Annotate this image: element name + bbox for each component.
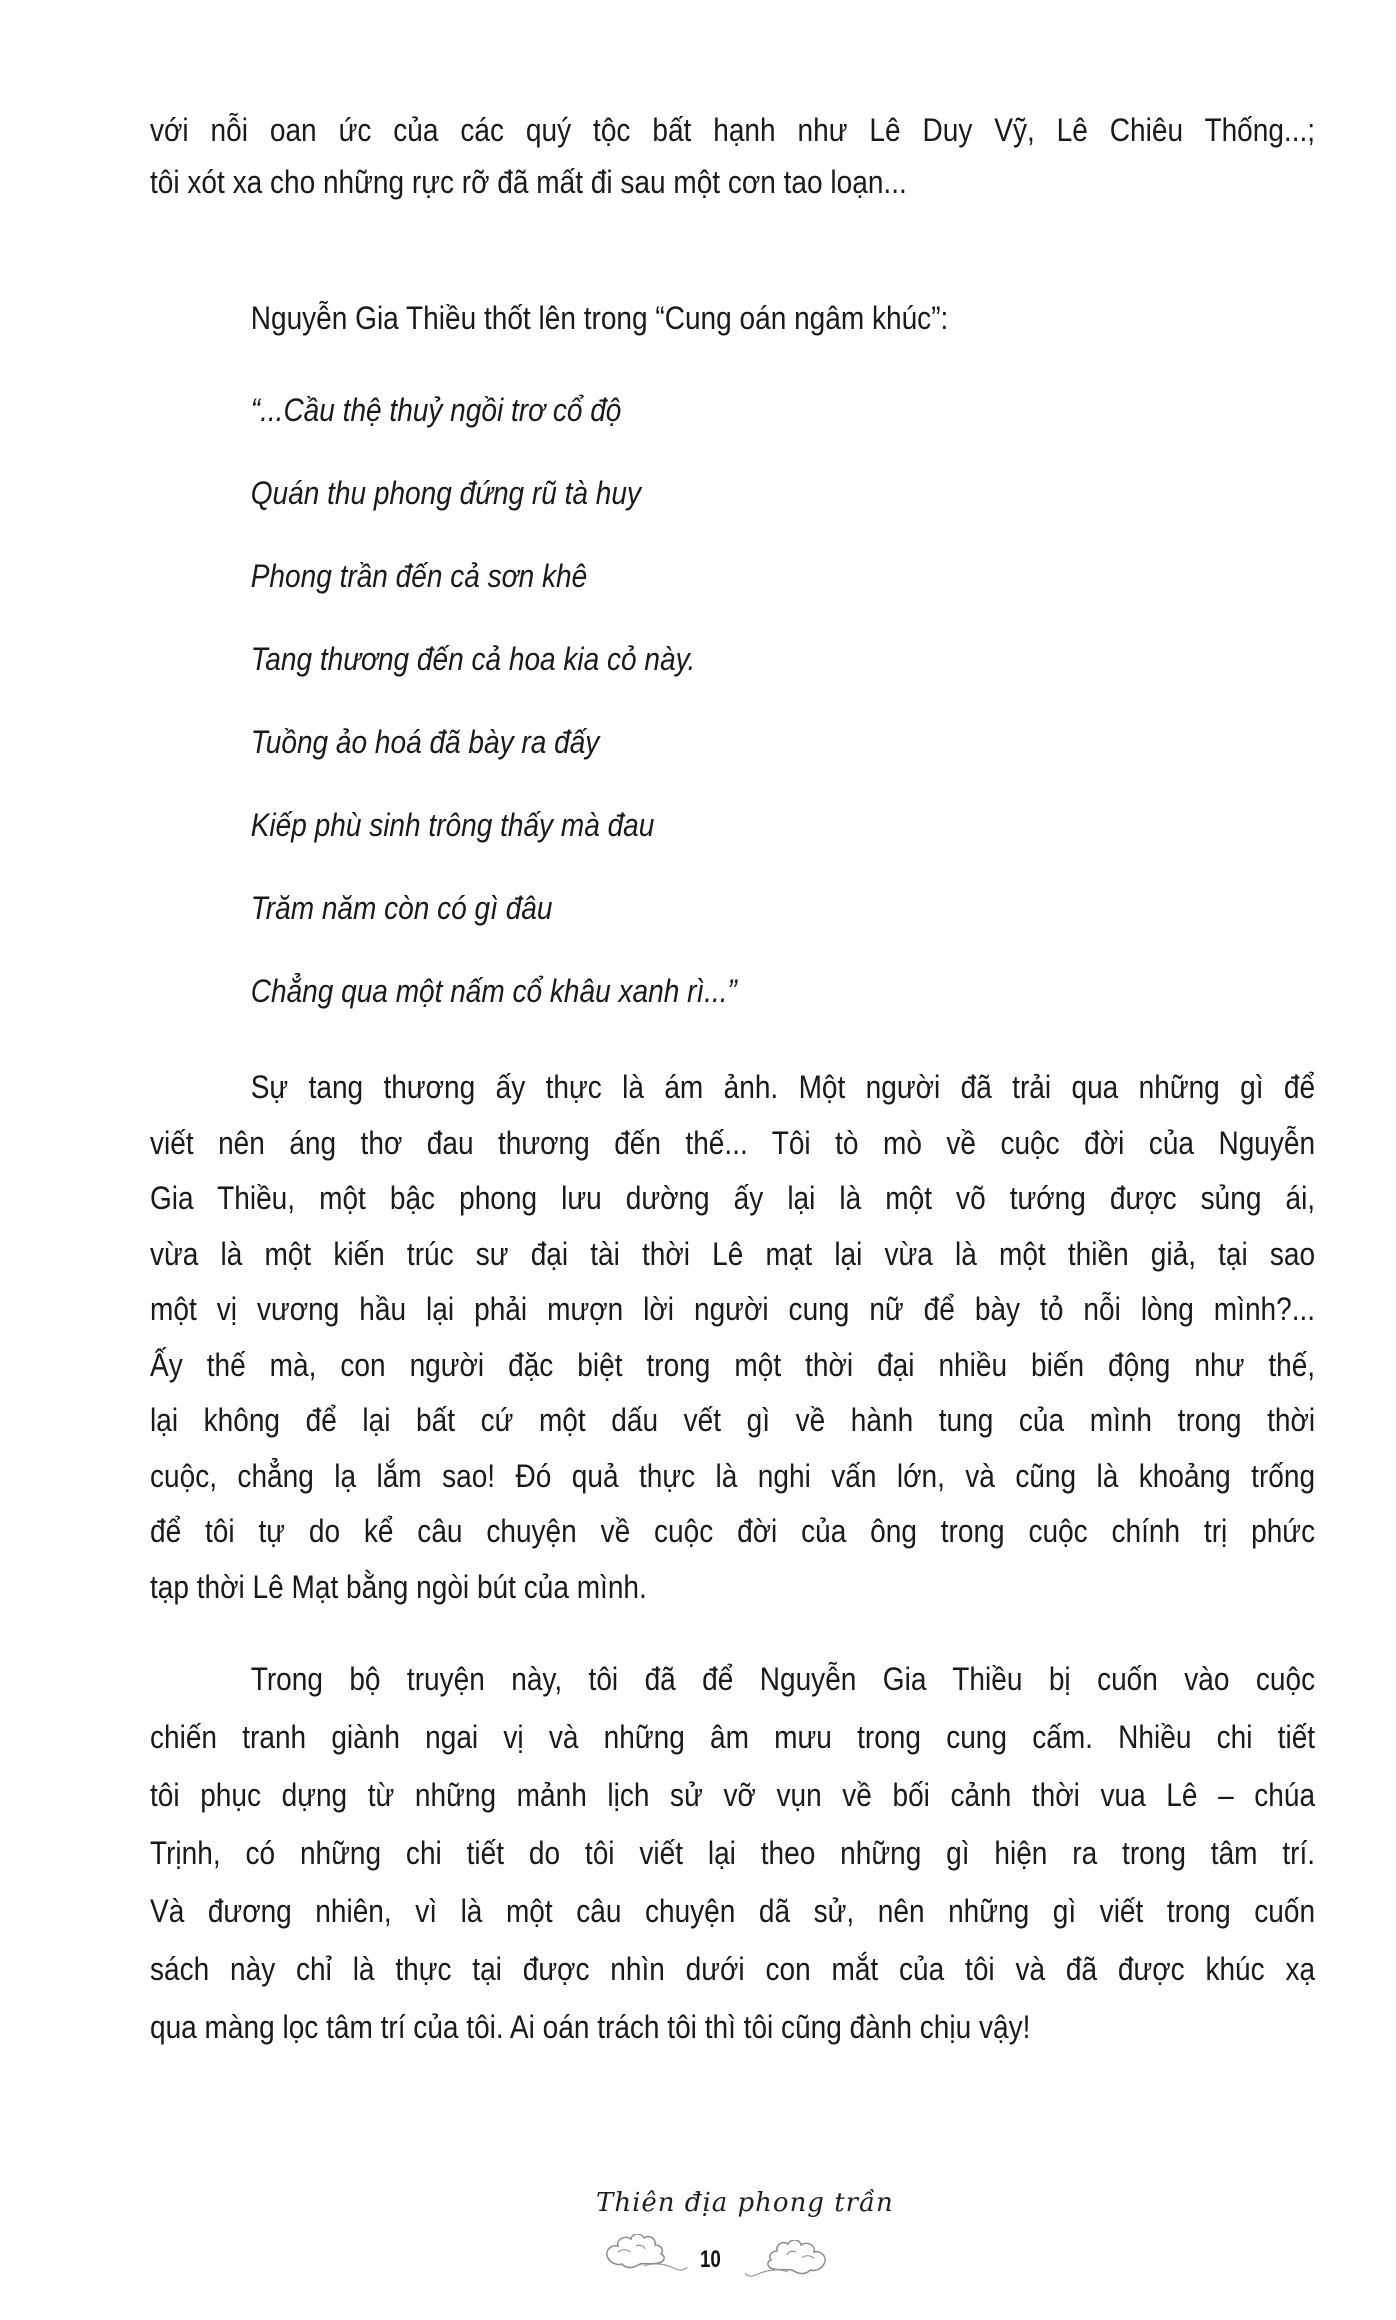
cloud-flourish-icon: [742, 2240, 834, 2282]
cloud-flourish-icon: [598, 2234, 690, 2276]
paragraph-line: cuộc, chẳng lạ lắm sao! Đó quả thực là nghi vấn lớn, và cũng là khoảng trống: [150, 1457, 1316, 1494]
paragraph-line: viết nên áng thơ đau thương đến thế... Tôi tò mò về cuộc đời của Nguyễn: [150, 1124, 1316, 1161]
page-number: 10: [700, 2246, 721, 2273]
paragraph-line: vừa là một kiến trúc sư đại tài thời Lê mạt lại vừa là một thiền giả, tại sao: [150, 1235, 1316, 1272]
poem-line: Phong trần đến cả sơn khê: [250, 558, 588, 594]
paragraph-line: Trong bộ truyện này, tôi đã để Nguyễn Gia Thiều bị cuốn vào cuộc: [250, 1661, 1316, 1697]
poem-line: Kiếp phù sinh trông thấy mà đau: [250, 807, 655, 843]
poem-line: Trăm năm còn có gì đâu: [250, 890, 553, 926]
paragraph: [150, 1650, 1315, 2056]
poem-intro-line: Nguyễn Gia Thiều thốt lên trong “Cung oán ngâm khúc”:: [250, 300, 949, 336]
paragraph-line: một vị vương hầu lại phải mượn lời người cung nữ để bày tỏ nỗi lòng mình?...: [150, 1291, 1316, 1327]
paragraph-line: tôi phục dựng từ những mảnh lịch sử vỡ vụn về bối cảnh thời vua Lê – chúa: [150, 1777, 1316, 1813]
paragraph-line: Và đương nhiên, vì là một câu chuyện dã sử, nên những gì viết trong cuốn: [150, 1893, 1316, 1929]
paragraph: [150, 1060, 1315, 1615]
paragraph-line: sách này chỉ là thực tại được nhìn dưới con mắt của tôi và đã được khúc xạ: [150, 1951, 1316, 1987]
paragraph-line: tạp thời Lê Mạt bằng ngòi bút của mình.: [150, 1568, 647, 1605]
body-text-line: tôi xót xa cho những rực rỡ đã mất đi sau một cơn tao loạn...: [150, 164, 907, 200]
paragraph-line: Sự tang thương ấy thực là ám ảnh. Một người đã trải qua những gì để: [250, 1069, 1316, 1105]
body-text-line: với nỗi oan ức của các quý tộc bất hạnh như Lê Duy Vỹ, Lê Chiêu Thống...;: [150, 112, 1316, 148]
paragraph-line: lại không để lại bất cứ một dấu vết gì về hành tung của mình trong thời: [150, 1402, 1316, 1438]
paragraph-line: để tôi tự do kể câu chuyện về cuộc đời của ông trong cuộc chính trị phức: [150, 1513, 1316, 1549]
poem-line: Chẳng qua một nấm cổ khâu xanh rì...”: [250, 973, 737, 1009]
paragraph-line: Trịnh, có những chi tiết do tôi viết lại theo những gì hiện ra trong tâm trí.: [150, 1835, 1316, 1871]
paragraph-line: qua màng lọc tâm trí của tôi. Ai oán trách tôi thì tôi cũng đành chịu vậy!: [150, 2009, 1031, 2045]
poem-line: “...Cầu thệ thuỷ ngồi trơ cổ độ: [250, 392, 622, 428]
poem-line: Tang thương đến cả hoa kia cỏ này.: [250, 641, 696, 677]
paragraph-line: chiến tranh giành ngai vị và những âm mưu trong cung cấm. Nhiều chi tiết: [150, 1719, 1316, 1755]
paragraph-line: Ấy thế mà, con người đặc biệt trong một thời đại nhiều biến động như thế,: [150, 1346, 1316, 1383]
running-title: Thiên địa phong trần: [596, 2188, 894, 2218]
poem-line: Quán thu phong đứng rũ tà huy: [250, 475, 641, 511]
poem-line: Tuồng ảo hoá đã bày ra đấy: [250, 724, 600, 760]
paragraph-line: Gia Thiều, một bậc phong lưu dường ấy lại là một võ tướng được sủng ái,: [150, 1180, 1316, 1216]
